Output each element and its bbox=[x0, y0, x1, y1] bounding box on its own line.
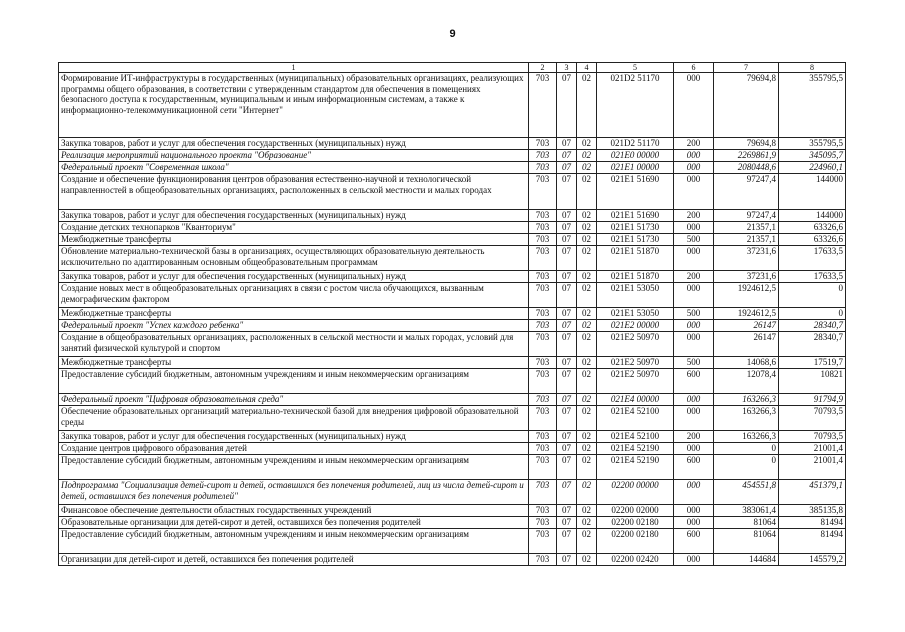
row-name: Реализация мероприятий национального проекта "Образование" bbox=[59, 150, 529, 162]
table-row bbox=[59, 73, 846, 138]
table-row bbox=[59, 150, 846, 162]
target-article-code: 021E1 51870 bbox=[597, 246, 674, 271]
amount-year-2: 10821 bbox=[779, 369, 846, 394]
amount-year-1: 454551,8 bbox=[714, 480, 779, 505]
subsection-code: 02 bbox=[577, 505, 597, 517]
table-row bbox=[59, 210, 846, 222]
amount-year-2: 345095,7 bbox=[779, 150, 846, 162]
row-name: Предоставление субсидий бюджетным, автономным учреждениям и иным некоммерческим организациям bbox=[59, 529, 529, 554]
column-number: 5 bbox=[597, 63, 674, 73]
subsection-code: 02 bbox=[577, 308, 597, 320]
row-name: Закупка товаров, работ и услуг для обеспечения государственных (муниципальных) нужд bbox=[59, 138, 529, 150]
row-name: Организации для детей-сирот и детей, оставшихся без попечения родителей bbox=[59, 554, 529, 566]
ministry-code: 703 bbox=[529, 150, 557, 162]
subsection-code: 02 bbox=[577, 150, 597, 162]
row-name: Предоставление субсидий бюджетным, автономным учреждениям и иным некоммерческим организациям bbox=[59, 369, 529, 394]
table-row bbox=[59, 394, 846, 406]
section-code: 07 bbox=[557, 320, 577, 332]
ministry-code: 703 bbox=[529, 210, 557, 222]
amount-year-2: 81494 bbox=[779, 517, 846, 529]
amount-year-2: 385135,8 bbox=[779, 505, 846, 517]
row-name: Подпрограмма "Социализация детей-сирот и детей, оставшихся без попечения родителей, лиц из числа детей-сирот и детей, оставшихся без попечения родителей" bbox=[59, 480, 529, 505]
section-code: 07 bbox=[557, 517, 577, 529]
table-row bbox=[59, 246, 846, 271]
expense-type-code: 000 bbox=[674, 150, 714, 162]
subsection-code: 02 bbox=[577, 332, 597, 357]
column-number: 3 bbox=[557, 63, 577, 73]
subsection-code: 02 bbox=[577, 174, 597, 210]
subsection-code: 02 bbox=[577, 357, 597, 369]
ministry-code: 703 bbox=[529, 431, 557, 443]
amount-year-2: 17633,5 bbox=[779, 271, 846, 283]
target-article-code: 02200 00000 bbox=[597, 480, 674, 505]
column-number: 4 bbox=[577, 63, 597, 73]
section-code: 07 bbox=[557, 308, 577, 320]
target-article-code: 02200 02180 bbox=[597, 529, 674, 554]
amount-year-1: 163266,3 bbox=[714, 394, 779, 406]
section-code: 07 bbox=[557, 332, 577, 357]
target-article-code: 021E4 52100 bbox=[597, 431, 674, 443]
amount-year-1: 12078,4 bbox=[714, 369, 779, 394]
amount-year-1: 26147 bbox=[714, 332, 779, 357]
row-name: Создание и обеспечение функционирования центров образования естественно-научной и технологической направленностей в общеобразовательных организациях, расположенных в сельской местности и малых городах bbox=[59, 174, 529, 210]
amount-year-2: 355795,5 bbox=[779, 138, 846, 150]
section-code: 07 bbox=[557, 369, 577, 394]
amount-year-2: 145579,2 bbox=[779, 554, 846, 566]
expense-type-code: 200 bbox=[674, 138, 714, 150]
expense-type-code: 000 bbox=[674, 505, 714, 517]
section-code: 07 bbox=[557, 505, 577, 517]
section-code: 07 bbox=[557, 138, 577, 150]
expense-type-code: 000 bbox=[674, 406, 714, 431]
expense-type-code: 000 bbox=[674, 222, 714, 234]
target-article-code: 021E2 00000 bbox=[597, 320, 674, 332]
table-row bbox=[59, 517, 846, 529]
subsection-code: 02 bbox=[577, 246, 597, 271]
table-row bbox=[59, 234, 846, 246]
table-row bbox=[59, 406, 846, 431]
table-row bbox=[59, 308, 846, 320]
table-row bbox=[59, 554, 846, 566]
section-code: 07 bbox=[557, 174, 577, 210]
column-number: 1 bbox=[59, 63, 529, 73]
amount-year-1: 14068,6 bbox=[714, 357, 779, 369]
expense-type-code: 600 bbox=[674, 529, 714, 554]
amount-year-1: 1924612,5 bbox=[714, 308, 779, 320]
table-row bbox=[59, 529, 846, 554]
target-article-code: 02200 02180 bbox=[597, 517, 674, 529]
amount-year-1: 37231,6 bbox=[714, 246, 779, 271]
section-code: 07 bbox=[557, 480, 577, 505]
target-article-code: 021E4 52190 bbox=[597, 455, 674, 480]
expense-type-code: 000 bbox=[674, 246, 714, 271]
expense-type-code: 200 bbox=[674, 210, 714, 222]
row-name: Создание в общеобразовательных организациях, расположенных в сельской местности и малых городах, условий для занятий физической культурой и спортом bbox=[59, 332, 529, 357]
amount-year-2: 70793,5 bbox=[779, 406, 846, 431]
expense-type-code: 200 bbox=[674, 271, 714, 283]
amount-year-2: 0 bbox=[779, 308, 846, 320]
amount-year-2: 224960,1 bbox=[779, 162, 846, 174]
ministry-code: 703 bbox=[529, 246, 557, 271]
row-name: Закупка товаров, работ и услуг для обеспечения государственных (муниципальных) нужд bbox=[59, 271, 529, 283]
amount-year-2: 21001,4 bbox=[779, 455, 846, 480]
subsection-code: 02 bbox=[577, 210, 597, 222]
subsection-code: 02 bbox=[577, 455, 597, 480]
amount-year-1: 81064 bbox=[714, 529, 779, 554]
ministry-code: 703 bbox=[529, 369, 557, 394]
row-name: Создание детских технопарков "Кванториум" bbox=[59, 222, 529, 234]
section-code: 07 bbox=[557, 283, 577, 308]
subsection-code: 02 bbox=[577, 234, 597, 246]
target-article-code: 021E1 51690 bbox=[597, 210, 674, 222]
section-code: 07 bbox=[557, 554, 577, 566]
row-name: Межбюджетные трансферты bbox=[59, 308, 529, 320]
section-code: 07 bbox=[557, 431, 577, 443]
row-name: Формирование ИТ-инфраструктуры в государственных (муниципальных) образовательных организациях, реализующих программы общего образования, в соответствии с утвержденным стандартом для обеспечения в помещениях безопасного доступа к государственным, муниципальным и иным информационным системам, а также к информационно-телекоммуникационной сети "Интернет" bbox=[59, 73, 529, 138]
amount-year-1: 79694,8 bbox=[714, 138, 779, 150]
row-name: Закупка товаров, работ и услуг для обеспечения государственных (муниципальных) нужд bbox=[59, 431, 529, 443]
expense-type-code: 000 bbox=[674, 283, 714, 308]
subsection-code: 02 bbox=[577, 222, 597, 234]
ministry-code: 703 bbox=[529, 222, 557, 234]
ministry-code: 703 bbox=[529, 357, 557, 369]
subsection-code: 02 bbox=[577, 320, 597, 332]
expense-type-code: 500 bbox=[674, 357, 714, 369]
table-row bbox=[59, 505, 846, 517]
amount-year-2: 0 bbox=[779, 283, 846, 308]
amount-year-1: 37231,6 bbox=[714, 271, 779, 283]
expense-type-code: 500 bbox=[674, 234, 714, 246]
expense-type-code: 600 bbox=[674, 369, 714, 394]
amount-year-2: 70793,5 bbox=[779, 431, 846, 443]
table-row bbox=[59, 320, 846, 332]
subsection-code: 02 bbox=[577, 443, 597, 455]
target-article-code: 021E1 51870 bbox=[597, 271, 674, 283]
row-name: Межбюджетные трансферты bbox=[59, 357, 529, 369]
amount-year-2: 355795,5 bbox=[779, 73, 846, 138]
expense-type-code: 000 bbox=[674, 73, 714, 138]
ministry-code: 703 bbox=[529, 320, 557, 332]
ministry-code: 703 bbox=[529, 271, 557, 283]
amount-year-2: 28340,7 bbox=[779, 332, 846, 357]
amount-year-1: 97247,4 bbox=[714, 174, 779, 210]
subsection-code: 02 bbox=[577, 406, 597, 431]
ministry-code: 703 bbox=[529, 505, 557, 517]
row-name: Финансовое обеспечение деятельности областных государственных учреждений bbox=[59, 505, 529, 517]
amount-year-2: 144000 bbox=[779, 210, 846, 222]
ministry-code: 703 bbox=[529, 529, 557, 554]
expense-type-code: 000 bbox=[674, 554, 714, 566]
column-number-row bbox=[59, 63, 846, 73]
amount-year-1: 26147 bbox=[714, 320, 779, 332]
page-number: 9 bbox=[449, 28, 456, 40]
expense-type-code: 000 bbox=[674, 332, 714, 357]
expense-type-code: 200 bbox=[674, 431, 714, 443]
table-row bbox=[59, 138, 846, 150]
ministry-code: 703 bbox=[529, 443, 557, 455]
amount-year-2: 17633,5 bbox=[779, 246, 846, 271]
table-row bbox=[59, 271, 846, 283]
target-article-code: 021E2 50970 bbox=[597, 369, 674, 394]
expense-type-code: 000 bbox=[674, 162, 714, 174]
amount-year-1: 2269861,9 bbox=[714, 150, 779, 162]
row-name: Федеральный проект "Успех каждого ребенка" bbox=[59, 320, 529, 332]
table-row bbox=[59, 162, 846, 174]
amount-year-1: 163266,3 bbox=[714, 406, 779, 431]
target-article-code: 021E4 52100 bbox=[597, 406, 674, 431]
section-code: 07 bbox=[557, 271, 577, 283]
target-article-code: 021E1 51730 bbox=[597, 222, 674, 234]
target-article-code: 021E2 50970 bbox=[597, 332, 674, 357]
section-code: 07 bbox=[557, 455, 577, 480]
table-row bbox=[59, 174, 846, 210]
table-row bbox=[59, 332, 846, 357]
table-row bbox=[59, 480, 846, 505]
target-article-code: 021E1 53050 bbox=[597, 283, 674, 308]
section-code: 07 bbox=[557, 222, 577, 234]
table-row bbox=[59, 357, 846, 369]
ministry-code: 703 bbox=[529, 455, 557, 480]
ministry-code: 703 bbox=[529, 517, 557, 529]
amount-year-2: 21001,4 bbox=[779, 443, 846, 455]
amount-year-2: 17519,7 bbox=[779, 357, 846, 369]
row-name: Федеральный проект "Цифровая образовательная среда" bbox=[59, 394, 529, 406]
column-number: 8 bbox=[779, 63, 846, 73]
amount-year-2: 91794,9 bbox=[779, 394, 846, 406]
ministry-code: 703 bbox=[529, 394, 557, 406]
table-row bbox=[59, 369, 846, 394]
expense-type-code: 600 bbox=[674, 455, 714, 480]
amount-year-1: 79694,8 bbox=[714, 73, 779, 138]
amount-year-1: 0 bbox=[714, 455, 779, 480]
subsection-code: 02 bbox=[577, 283, 597, 308]
table-row bbox=[59, 222, 846, 234]
ministry-code: 703 bbox=[529, 73, 557, 138]
row-name: Межбюджетные трансферты bbox=[59, 234, 529, 246]
amount-year-2: 144000 bbox=[779, 174, 846, 210]
amount-year-1: 0 bbox=[714, 443, 779, 455]
ministry-code: 703 bbox=[529, 480, 557, 505]
table-row bbox=[59, 431, 846, 443]
amount-year-1: 21357,1 bbox=[714, 222, 779, 234]
amount-year-2: 63326,6 bbox=[779, 234, 846, 246]
expense-type-code: 000 bbox=[674, 517, 714, 529]
column-number: 6 bbox=[674, 63, 714, 73]
row-name: Создание центров цифрового образования детей bbox=[59, 443, 529, 455]
amount-year-1: 81064 bbox=[714, 517, 779, 529]
table-row bbox=[59, 443, 846, 455]
ministry-code: 703 bbox=[529, 283, 557, 308]
amount-year-2: 451379,1 bbox=[779, 480, 846, 505]
amount-year-1: 2080448,6 bbox=[714, 162, 779, 174]
column-number: 7 bbox=[714, 63, 779, 73]
ministry-code: 703 bbox=[529, 162, 557, 174]
target-article-code: 02200 02000 bbox=[597, 505, 674, 517]
section-code: 07 bbox=[557, 529, 577, 554]
column-number: 2 bbox=[529, 63, 557, 73]
section-code: 07 bbox=[557, 406, 577, 431]
subsection-code: 02 bbox=[577, 529, 597, 554]
ministry-code: 703 bbox=[529, 234, 557, 246]
ministry-code: 703 bbox=[529, 174, 557, 210]
amount-year-2: 28340,7 bbox=[779, 320, 846, 332]
subsection-code: 02 bbox=[577, 271, 597, 283]
subsection-code: 02 bbox=[577, 162, 597, 174]
subsection-code: 02 bbox=[577, 138, 597, 150]
section-code: 07 bbox=[557, 443, 577, 455]
target-article-code: 021D2 51170 bbox=[597, 73, 674, 138]
table-row bbox=[59, 283, 846, 308]
target-article-code: 021E2 50970 bbox=[597, 357, 674, 369]
target-article-code: 021E1 51730 bbox=[597, 234, 674, 246]
amount-year-1: 21357,1 bbox=[714, 234, 779, 246]
section-code: 07 bbox=[557, 162, 577, 174]
amount-year-1: 144684 bbox=[714, 554, 779, 566]
expense-type-code: 000 bbox=[674, 174, 714, 210]
section-code: 07 bbox=[557, 246, 577, 271]
row-name: Предоставление субсидий бюджетным, автономным учреждениям и иным некоммерческим организациям bbox=[59, 455, 529, 480]
amount-year-1: 1924612,5 bbox=[714, 283, 779, 308]
expense-type-code: 000 bbox=[674, 394, 714, 406]
amount-year-1: 383061,4 bbox=[714, 505, 779, 517]
expense-type-code: 500 bbox=[674, 308, 714, 320]
target-article-code: 021D2 51170 bbox=[597, 138, 674, 150]
row-name: Федеральный проект "Современная школа" bbox=[59, 162, 529, 174]
section-code: 07 bbox=[557, 150, 577, 162]
section-code: 07 bbox=[557, 357, 577, 369]
subsection-code: 02 bbox=[577, 554, 597, 566]
target-article-code: 02200 02420 bbox=[597, 554, 674, 566]
amount-year-1: 97247,4 bbox=[714, 210, 779, 222]
subsection-code: 02 bbox=[577, 431, 597, 443]
budget-table bbox=[58, 62, 846, 566]
section-code: 07 bbox=[557, 73, 577, 138]
ministry-code: 703 bbox=[529, 332, 557, 357]
subsection-code: 02 bbox=[577, 480, 597, 505]
row-name: Создание новых мест в общеобразовательных организациях в связи с ростом числа обучающихся, вызванным демографическим фактором bbox=[59, 283, 529, 308]
subsection-code: 02 bbox=[577, 369, 597, 394]
row-name: Обновление материально-технической базы в организациях, осуществляющих образовательную деятельность исключительно по адаптированным основным общеобразовательным программам bbox=[59, 246, 529, 271]
expense-type-code: 000 bbox=[674, 480, 714, 505]
subsection-code: 02 bbox=[577, 73, 597, 138]
target-article-code: 021E4 00000 bbox=[597, 394, 674, 406]
target-article-code: 021E1 00000 bbox=[597, 162, 674, 174]
subsection-code: 02 bbox=[577, 517, 597, 529]
target-article-code: 021E1 53050 bbox=[597, 308, 674, 320]
section-code: 07 bbox=[557, 394, 577, 406]
section-code: 07 bbox=[557, 210, 577, 222]
amount-year-2: 63326,6 bbox=[779, 222, 846, 234]
ministry-code: 703 bbox=[529, 308, 557, 320]
ministry-code: 703 bbox=[529, 406, 557, 431]
subsection-code: 02 bbox=[577, 394, 597, 406]
target-article-code: 021E4 52190 bbox=[597, 443, 674, 455]
row-name: Обеспечение образовательных организаций материально-технической базой для внедрения цифровой образовательной среды bbox=[59, 406, 529, 431]
target-article-code: 021E1 51690 bbox=[597, 174, 674, 210]
ministry-code: 703 bbox=[529, 554, 557, 566]
target-article-code: 021E0 00000 bbox=[597, 150, 674, 162]
row-name: Образовательные организации для детей-сирот и детей, оставшихся без попечения родителей bbox=[59, 517, 529, 529]
amount-year-2: 81494 bbox=[779, 529, 846, 554]
table-row bbox=[59, 455, 846, 480]
ministry-code: 703 bbox=[529, 138, 557, 150]
row-name: Закупка товаров, работ и услуг для обеспечения государственных (муниципальных) нужд bbox=[59, 210, 529, 222]
section-code: 07 bbox=[557, 234, 577, 246]
expense-type-code: 000 bbox=[674, 320, 714, 332]
amount-year-1: 163266,3 bbox=[714, 431, 779, 443]
expense-type-code: 000 bbox=[674, 443, 714, 455]
